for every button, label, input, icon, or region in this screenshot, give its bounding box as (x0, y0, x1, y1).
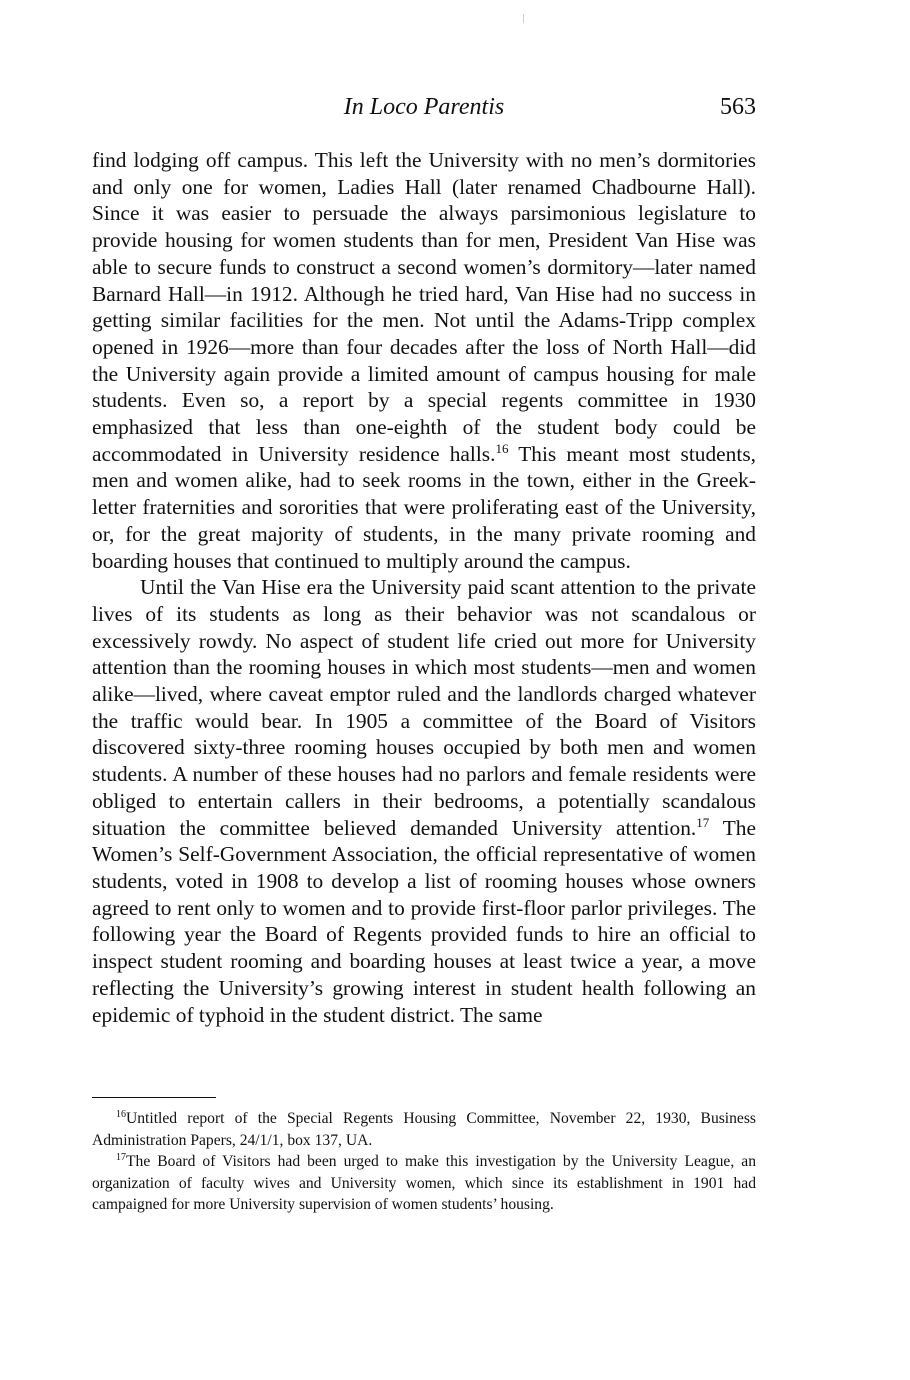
paragraph-1 (92, 147, 756, 574)
footnote-text: The Board of Visitors had been urged to make this investigation by the University League, an organization of faculty wives and University women, which since its establishment in 1901 had campaigned for more University supervision of women students’ housing. (92, 1153, 756, 1213)
page-number: 563 (720, 94, 756, 120)
paragraph-2 (92, 574, 756, 1028)
footnotes (92, 1108, 756, 1216)
footnote-16 (92, 1108, 756, 1151)
paragraph-2-text-b: The Women’s Self-Government Association, the official representative of women students, voted in 1908 to develop a list of rooming houses whose owners agreed to rent only to women and to provide first-floor parlor privileges. The following year the Board of Regents provided funds to hire an official to inspect student rooming and boarding houses at least twice a year, a move reflecting the University’s growing interest in student health following an epidemic of typhoid in the student district. The same (92, 815, 757, 1027)
paragraph-2-text-a: Until the Van Hise era the University paid scant attention to the private lives of its students as long as their behavior was not scandalous or excessively rowdy. No aspect of student life cried out more for University attention than the rooming houses in which most students—men and women alike—lived, where caveat emptor ruled and the landlords charged whatever the traffic would bear. In 1905 a committee of the Board of Visitors discovered sixty-three rooming houses occupied by both men and women students. A number of these houses had no parlors and female residents were obliged to entertain callers in their bedrooms, a potentially scandalous situation the committee believed demanded University attention. (92, 575, 756, 840)
footnote-ref-17: 17 (696, 814, 710, 830)
footnote-number: 16 (116, 1108, 126, 1120)
footnote-text: Untitled report of the Special Regents Housing Committee, November 22, 1930, Business Administration Papers, 24/1/1, box 137, UA. (92, 1110, 756, 1149)
footnote-ref-16: 16 (495, 440, 509, 456)
paragraph-1-text-a: find lodging off campus. This left the University with no men’s dormitories and only one for women, Ladies Hall (later renamed Chadbourne Hall). Since it was easier to persuade the always parsimonious legislature to provide housing for women students than for men, President Van Hise was able to secure funds to construct a second women’s dormitory—later named Barnard Hall—in 1912. Although he tried hard, Van Hise had no success in getting similar facilities for the men. Not until the Adams-Tripp complex opened in 1926—more than four decades after the loss of North Hall—did the University again provide a limited amount of campus housing for male students. Even so, a report by a special regents committee in 1930 emphasized that less than one-eighth of the student body could be accommodated in University residence halls. (92, 148, 756, 466)
running-head (92, 90, 756, 126)
running-title: In Loco Parentis (343, 94, 505, 120)
footnote-divider (92, 1097, 216, 1098)
scan-speck (523, 14, 524, 23)
paragraph-1-text-b: This meant most students, men and women alike, had to seek rooms in the town, either in the Greek-letter fraternities and sororities that were proliferating east of the University, or, for the great majority of students, in the many private rooming and boarding houses that continued to multiply around the campus. (92, 441, 756, 573)
body-text (92, 147, 756, 1028)
footnote-number: 17 (116, 1151, 126, 1163)
footnote-17 (92, 1151, 756, 1216)
